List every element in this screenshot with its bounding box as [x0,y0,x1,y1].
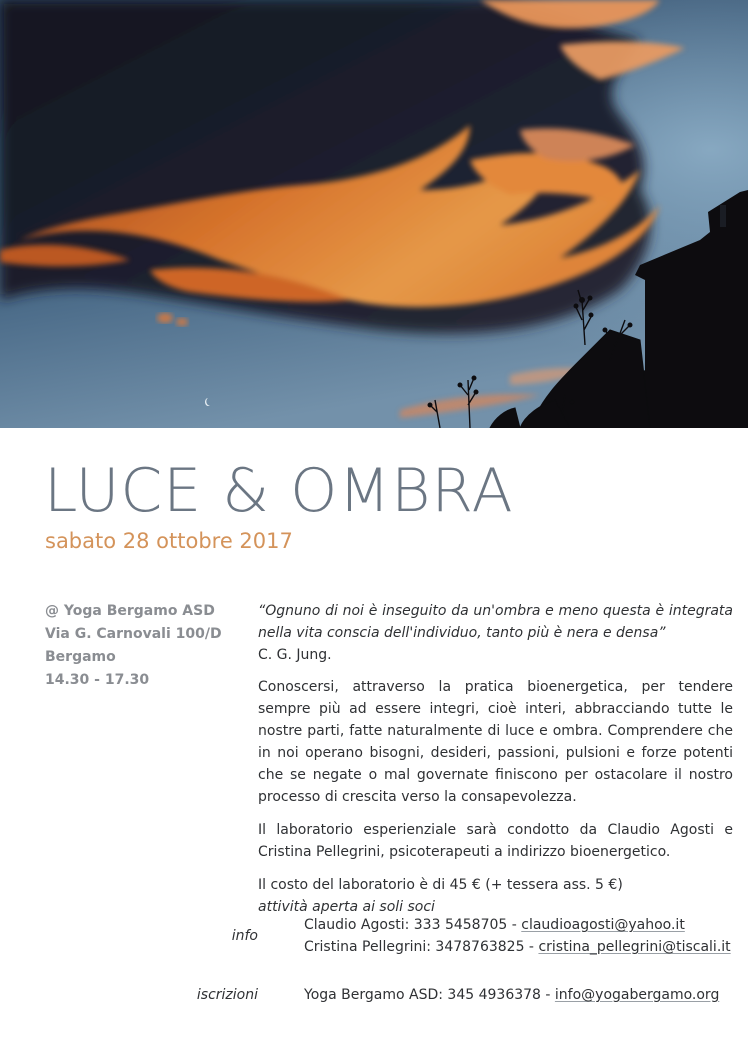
hero-photo [0,0,748,428]
description-paragraph: Conoscersi, attraverso la pratica bioenergetica, per tendere sempre più ad essere integri, cioè interi, abbracciando tutte le nostre parti, fatte naturalmente di luce e ombra. Comprendere che in noi operano bisogni, desideri, passioni, pulsioni e forze potenti che se negate o mal governate finiscono per ostacolare il nostro processo di crescita verso la consapevolezza. [258,679,733,805]
email-link-claudio[interactable]: claudioagosti@yahoo.it [521,917,685,933]
registration-label: iscrizioni [196,987,258,1003]
contact-phone-text: Yoga Bergamo ASD: 345 4936378 - [304,987,555,1003]
contact-phone-text: Claudio Agosti: 333 5458705 - [304,917,522,933]
members-only-note: attività aperta ai soli soci [258,899,435,915]
registration-contact-list [304,984,719,1006]
info-label: info [231,928,258,944]
facilitators-paragraph: Il laboratorio esperienziale sarà condotto da Claudio Agosti e Cristina Pellegrini, psicoterapeuti a indirizzo bioenergetico. [258,822,733,860]
quote-author: C. G. Jung. [258,647,332,663]
event-time: 14.30 - 17.30 [45,672,150,688]
venue-details [45,600,245,692]
info-contact-list [304,914,731,958]
email-link-yoga-bergamo[interactable]: info@yogabergamo.org [554,987,720,1003]
contact-entry [304,936,731,958]
contact-entry [304,984,719,1006]
info-contacts [0,914,748,958]
jung-quote: “Ognuno di noi è inseguito da un'ombra e meno questa è integrata nella vita conscia dell'individuo, tanto più è nera e densa” [258,603,733,641]
venue-city: Bergamo [45,649,116,665]
registration-contacts [0,984,748,1006]
event-title: LUCE & OMBRA [44,456,514,526]
email-link-cristina[interactable]: cristina_pellegrini@tiscali.it [538,939,731,955]
contact-phone-text: Cristina Pellegrini: 3478763825 - [304,939,539,955]
cost-line: Il costo del laboratorio è di 45 € (+ tessera ass. 5 €) [258,877,623,893]
event-description [258,600,733,918]
contact-entry [304,914,731,936]
venue-name: @ Yoga Bergamo ASD [45,603,215,619]
venue-address: Via G. Carnovali 100/D [45,626,222,642]
sunset-clouds-image [0,0,748,428]
event-date: sabato 28 ottobre 2017 [45,529,293,553]
